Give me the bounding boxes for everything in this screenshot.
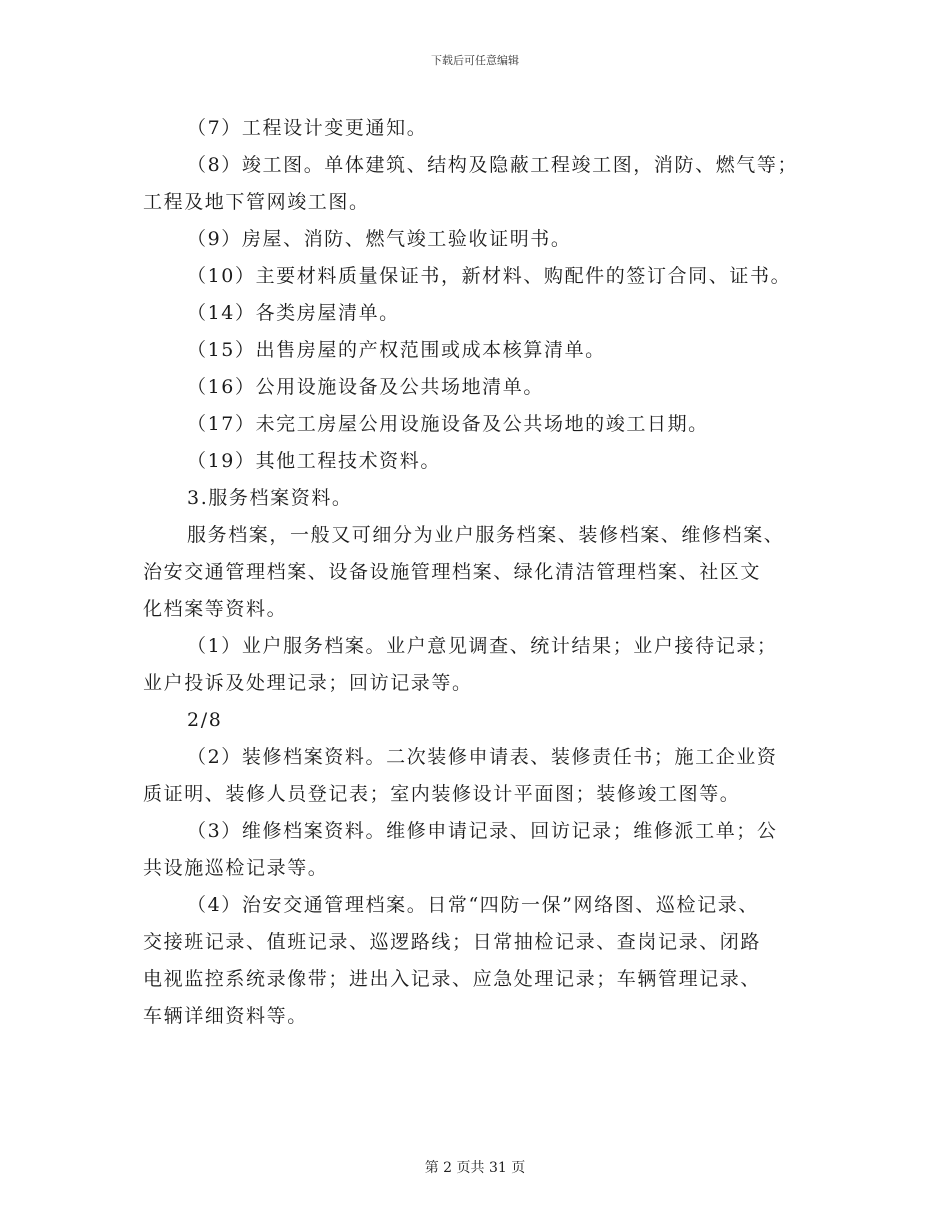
text-line: 共设施巡检记录等。 [143,857,329,879]
paragraph-item-16 [143,369,813,406]
paragraph-item-19 [143,443,813,480]
text-line: 车辆详细资料等。 [143,1005,308,1027]
text-line: 质证明、装修人员登记表；室内装修设计平面图；装修竣工图等。 [143,783,741,805]
text-line: （7）工程设计变更通知。 [187,117,428,139]
paragraph-renovation-archives [143,739,813,813]
text-line: （17）未完工房屋公用设施设备及公共场地的竣工日期。 [187,413,709,435]
text-line: （3）维修档案资料。维修申请记录、回访记录；维修派工单；公 [187,820,778,842]
text-line: （19）其他工程技术资料。 [187,450,441,472]
text-line: 化档案等资料。 [143,598,288,620]
text-line: 交接班记录、值班记录、巡逻路线；日常抽检记录、查岗记录、闭路 [143,931,762,953]
text-line: （10）主要材料质量保证书，新材料、购配件的签订合同、证书。 [187,265,792,287]
paragraph-maintenance-archives [143,813,813,887]
text-line: 2/8 [187,709,223,731]
text-line: 治安交通管理档案、设备设施管理档案、绿化清洁管理档案、社区文 [143,561,762,583]
section-heading-service-archives [143,480,813,517]
text-line: 3.服务档案资料。 [187,487,353,509]
paragraph-item-10 [143,258,813,295]
text-line: （2）装修档案资料。二次装修申请表、装修责任书；施工企业资 [187,746,778,768]
text-line: 工程及地下管网竣工图。 [143,191,370,213]
document-body [143,110,813,1035]
inline-page-marker [143,702,813,739]
text-line: （1）业户服务档案。业户意见调查、统计结果；业户接待记录； [187,635,778,657]
page-header-note: 下载后可任意编辑 [431,54,519,67]
page-number-footer: 第 2 页共 31 页 [424,1160,526,1176]
text-line: 业户投诉及处理记录；回访记录等。 [143,672,473,694]
paragraph-security-traffic-archives [143,887,813,1035]
paragraph-item-14 [143,295,813,332]
text-line: （15）出售房屋的产权范围或成本核算清单。 [187,339,606,361]
text-line: （16）公用设施设备及公共场地清单。 [187,376,544,398]
text-line: （8）竣工图。单体建筑、结构及隐蔽工程竣工图，消防、燃气等； [187,154,799,176]
paragraph-item-8 [143,147,813,221]
paragraph-item-17 [143,406,813,443]
paragraph-item-7 [143,110,813,147]
text-line: 电视监控系统录像带；进出入记录、应急处理记录；车辆管理记录、 [143,968,762,990]
paragraph-item-15 [143,332,813,369]
text-line: （4）治安交通管理档案。日常“四防一保”网络图、巡检记录、 [187,894,759,916]
paragraph-item-9 [143,221,813,258]
text-line: （9）房屋、消防、燃气竣工验收证明书。 [187,228,572,250]
paragraph-resident-service-archives [143,628,813,702]
text-line: 服务档案，一般又可细分为业户服务档案、装修档案、维修档案、 [187,524,785,546]
paragraph-service-archives-intro [143,517,813,628]
text-line: （14）各类房屋清单。 [187,302,400,324]
